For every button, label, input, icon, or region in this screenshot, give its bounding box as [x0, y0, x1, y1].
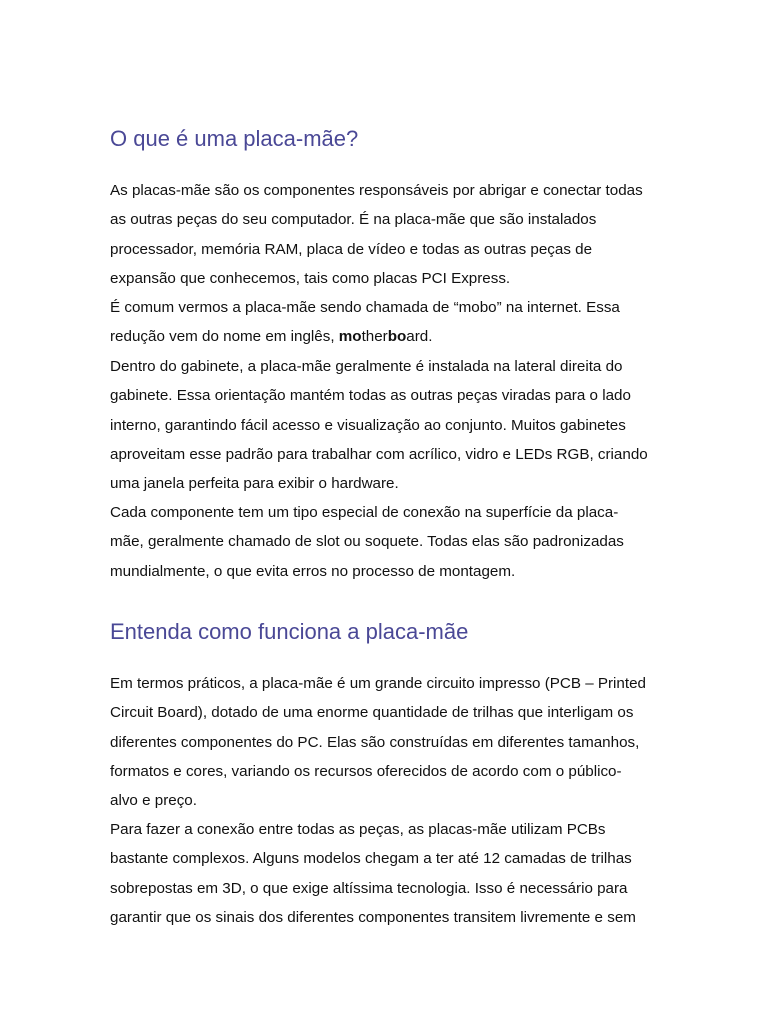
paragraph-line: Cada componente tem um tipo especial de conexão na superfície da placa-	[110, 504, 619, 521]
section-heading-how-it-works: Entenda como funciona a placa-mãe	[110, 619, 469, 644]
paragraph-line: Para fazer a conexão entre todas as peças, as placas-mãe utilizam PCBs	[110, 821, 606, 838]
paragraph-line: sobrepostas em 3D, o que exige altíssima tecnologia. Isso é necessário para	[110, 879, 628, 897]
paragraph-line: bastante complexos. Alguns modelos chegam a ter até 12 camadas de trilhas	[110, 850, 632, 868]
paragraph-layers	[110, 815, 670, 932]
paragraph-line: Dentro do gabinete, a placa-mãe geralmente é instalada na lateral direita do	[110, 358, 623, 375]
paragraph-line: uma janela perfeita para exibir o hardware.	[110, 475, 399, 493]
paragraph-line: garantir que os sinais dos diferentes componentes transitem livremente e sem	[110, 908, 636, 926]
paragraph-line-motherboard	[110, 322, 670, 351]
bold-text-run: mo	[338, 328, 362, 346]
paragraph-line: Em termos práticos, a placa-mãe é um grande circuito impresso (PCB – Printed	[110, 675, 646, 692]
paragraph-slots	[110, 498, 670, 586]
text-run: redução vem do nome em inglês,	[110, 328, 339, 346]
text-run: ard.	[406, 328, 433, 346]
text-run: ther	[361, 328, 388, 346]
paragraph-line: Circuit Board), dotado de uma enorme quantidade de trilhas que interligam os	[110, 704, 634, 722]
paragraph-mobo	[110, 293, 670, 352]
bold-text-run: bo	[387, 328, 407, 346]
paragraph-line: processador, memória RAM, placa de vídeo e todas as outras peças de	[110, 240, 593, 258]
paragraph-line: alvo e preço.	[110, 792, 197, 810]
paragraph-line: expansão que conhecemos, tais como placas PCI Express.	[110, 269, 511, 287]
paragraph-line: formatos e cores, variando os recursos oferecidos de acordo com o público-	[110, 762, 622, 780]
paragraph-line: as outras peças do seu computador. É na placa-mãe que são instalados	[110, 211, 597, 229]
paragraph-line: mãe, geralmente chamado de slot ou soquete. Todas elas são padronizadas	[110, 533, 624, 551]
paragraph-line: aproveitam esse padrão para trabalhar com acrílico, vidro e LEDs RGB, criando	[110, 445, 648, 463]
paragraph-pcb	[110, 669, 670, 815]
paragraph-line: diferentes componentes do PC. Elas são construídas em diferentes tamanhos,	[110, 733, 640, 751]
paragraph-line: gabinete. Essa orientação mantém todas as outras peças viradas para o lado	[110, 387, 631, 405]
paragraph-cabinet	[110, 352, 670, 498]
paragraph-intro	[110, 176, 670, 293]
section-heading-what-is-motherboard: O que é uma placa-mãe?	[110, 126, 359, 151]
paragraph-line: As placas-mãe são os componentes responsáveis por abrigar e conectar todas	[110, 182, 643, 199]
paragraph-line: mundialmente, o que evita erros no processo de montagem.	[110, 562, 516, 580]
paragraph-line: É comum vermos a placa-mãe sendo chamada de “mobo” na internet. Essa	[110, 299, 620, 316]
paragraph-line: interno, garantindo fácil acesso e visualização ao conjunto. Muitos gabinetes	[110, 416, 626, 434]
